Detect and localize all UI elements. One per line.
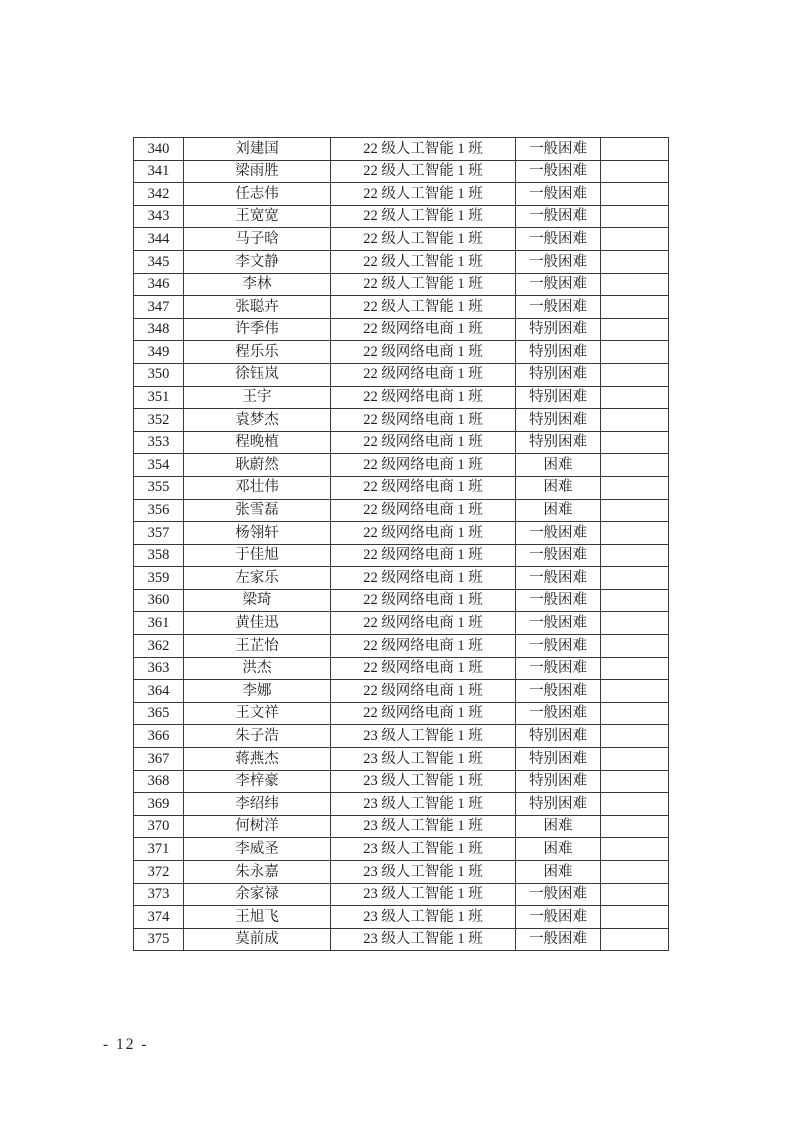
cell-student-name: 王文祥 [184, 702, 331, 725]
cell-row-number: 349 [134, 341, 184, 364]
cell-class-name: 23 级人工智能 1 班 [331, 748, 516, 771]
table-row [134, 431, 669, 454]
cell-difficulty-level: 特别困难 [516, 431, 601, 454]
table-row [134, 160, 669, 183]
cell-difficulty-level: 一般困难 [516, 567, 601, 590]
table-row [134, 341, 669, 364]
cell-difficulty-level: 一般困难 [516, 273, 601, 296]
cell-note-empty [601, 273, 669, 296]
cell-class-name: 22 级网络电商 1 班 [331, 612, 516, 635]
table-row [134, 296, 669, 319]
cell-row-number: 357 [134, 522, 184, 545]
cell-difficulty-level: 困难 [516, 838, 601, 861]
table-row [134, 815, 669, 838]
cell-class-name: 22 级人工智能 1 班 [331, 138, 516, 161]
cell-class-name: 22 级网络电商 1 班 [331, 431, 516, 454]
cell-row-number: 371 [134, 838, 184, 861]
cell-class-name: 22 级网络电商 1 班 [331, 680, 516, 703]
table-row [134, 363, 669, 386]
cell-difficulty-level: 一般困难 [516, 544, 601, 567]
cell-row-number: 362 [134, 635, 184, 658]
cell-class-name: 23 级人工智能 1 班 [331, 770, 516, 793]
cell-student-name: 马子晗 [184, 228, 331, 251]
cell-class-name: 23 级人工智能 1 班 [331, 883, 516, 906]
cell-student-name: 李梓豪 [184, 770, 331, 793]
cell-student-name: 梁琦 [184, 589, 331, 612]
cell-student-name: 朱子浩 [184, 725, 331, 748]
cell-class-name: 22 级网络电商 1 班 [331, 409, 516, 432]
cell-note-empty [601, 341, 669, 364]
cell-note-empty [601, 228, 669, 251]
cell-row-number: 346 [134, 273, 184, 296]
cell-row-number: 345 [134, 250, 184, 273]
table-row [134, 409, 669, 432]
cell-row-number: 372 [134, 861, 184, 884]
cell-student-name: 李林 [184, 273, 331, 296]
cell-class-name: 22 级网络电商 1 班 [331, 589, 516, 612]
table-row [134, 273, 669, 296]
cell-class-name: 23 级人工智能 1 班 [331, 861, 516, 884]
cell-note-empty [601, 205, 669, 228]
cell-student-name: 李绍纬 [184, 793, 331, 816]
cell-student-name: 袁梦杰 [184, 409, 331, 432]
cell-note-empty [601, 296, 669, 319]
cell-student-name: 程乐乐 [184, 341, 331, 364]
cell-row-number: 373 [134, 883, 184, 906]
cell-note-empty [601, 138, 669, 161]
cell-note-empty [601, 815, 669, 838]
cell-class-name: 22 级人工智能 1 班 [331, 183, 516, 206]
table-row [134, 612, 669, 635]
cell-row-number: 363 [134, 657, 184, 680]
cell-difficulty-level: 一般困难 [516, 228, 601, 251]
cell-difficulty-level: 一般困难 [516, 657, 601, 680]
cell-note-empty [601, 680, 669, 703]
cell-row-number: 375 [134, 928, 184, 951]
table-row [134, 183, 669, 206]
table-row [134, 702, 669, 725]
cell-row-number: 341 [134, 160, 184, 183]
cell-difficulty-level: 特别困难 [516, 409, 601, 432]
table-row [134, 250, 669, 273]
cell-row-number: 340 [134, 138, 184, 161]
cell-row-number: 350 [134, 363, 184, 386]
cell-class-name: 22 级人工智能 1 班 [331, 296, 516, 319]
table-row [134, 476, 669, 499]
table-row [134, 228, 669, 251]
cell-difficulty-level: 特别困难 [516, 770, 601, 793]
cell-student-name: 何树洋 [184, 815, 331, 838]
cell-student-name: 李文静 [184, 250, 331, 273]
table-row [134, 544, 669, 567]
cell-row-number: 353 [134, 431, 184, 454]
cell-row-number: 356 [134, 499, 184, 522]
cell-note-empty [601, 318, 669, 341]
table-row [134, 928, 669, 951]
table-row [134, 861, 669, 884]
table-row [134, 318, 669, 341]
cell-difficulty-level: 一般困难 [516, 702, 601, 725]
table-row [134, 138, 669, 161]
cell-note-empty [601, 567, 669, 590]
cell-row-number: 364 [134, 680, 184, 703]
cell-difficulty-level: 一般困难 [516, 928, 601, 951]
cell-row-number: 351 [134, 386, 184, 409]
cell-class-name: 22 级网络电商 1 班 [331, 499, 516, 522]
cell-difficulty-level: 困难 [516, 499, 601, 522]
cell-class-name: 22 级人工智能 1 班 [331, 228, 516, 251]
table-row [134, 657, 669, 680]
cell-student-name: 于佳旭 [184, 544, 331, 567]
cell-difficulty-level: 一般困难 [516, 589, 601, 612]
cell-class-name: 23 级人工智能 1 班 [331, 838, 516, 861]
cell-row-number: 347 [134, 296, 184, 319]
cell-note-empty [601, 476, 669, 499]
cell-student-name: 徐钰岚 [184, 363, 331, 386]
cell-difficulty-level: 一般困难 [516, 183, 601, 206]
cell-difficulty-level: 一般困难 [516, 635, 601, 658]
cell-note-empty [601, 612, 669, 635]
cell-student-name: 王宽宽 [184, 205, 331, 228]
cell-student-name: 余家禄 [184, 883, 331, 906]
cell-class-name: 23 级人工智能 1 班 [331, 793, 516, 816]
table-row [134, 725, 669, 748]
cell-difficulty-level: 一般困难 [516, 205, 601, 228]
cell-difficulty-level: 困难 [516, 861, 601, 884]
cell-class-name: 23 级人工智能 1 班 [331, 928, 516, 951]
table-row [134, 906, 669, 929]
cell-class-name: 22 级网络电商 1 班 [331, 318, 516, 341]
cell-row-number: 359 [134, 567, 184, 590]
table-row [134, 838, 669, 861]
student-roster-table [133, 137, 669, 951]
table-row [134, 205, 669, 228]
cell-class-name: 22 级网络电商 1 班 [331, 522, 516, 545]
cell-difficulty-level: 一般困难 [516, 906, 601, 929]
cell-row-number: 355 [134, 476, 184, 499]
cell-row-number: 358 [134, 544, 184, 567]
cell-class-name: 22 级网络电商 1 班 [331, 454, 516, 477]
cell-note-empty [601, 250, 669, 273]
cell-row-number: 365 [134, 702, 184, 725]
cell-student-name: 梁雨胜 [184, 160, 331, 183]
cell-student-name: 杨翎轩 [184, 522, 331, 545]
cell-class-name: 22 级网络电商 1 班 [331, 702, 516, 725]
cell-row-number: 369 [134, 793, 184, 816]
cell-note-empty [601, 544, 669, 567]
cell-student-name: 程晚植 [184, 431, 331, 454]
cell-difficulty-level: 一般困难 [516, 883, 601, 906]
cell-student-name: 李娜 [184, 680, 331, 703]
cell-row-number: 354 [134, 454, 184, 477]
cell-student-name: 朱永嘉 [184, 861, 331, 884]
cell-class-name: 22 级网络电商 1 班 [331, 386, 516, 409]
page-number: - 12 - [103, 1036, 149, 1053]
cell-student-name: 刘建国 [184, 138, 331, 161]
cell-row-number: 368 [134, 770, 184, 793]
cell-difficulty-level: 困难 [516, 476, 601, 499]
cell-note-empty [601, 748, 669, 771]
cell-row-number: 343 [134, 205, 184, 228]
cell-row-number: 366 [134, 725, 184, 748]
cell-difficulty-level: 特别困难 [516, 318, 601, 341]
cell-row-number: 374 [134, 906, 184, 929]
cell-note-empty [601, 793, 669, 816]
table-row [134, 454, 669, 477]
cell-note-empty [601, 838, 669, 861]
cell-class-name: 23 级人工智能 1 班 [331, 725, 516, 748]
cell-note-empty [601, 499, 669, 522]
cell-difficulty-level: 一般困难 [516, 522, 601, 545]
cell-student-name: 洪杰 [184, 657, 331, 680]
table-row [134, 793, 669, 816]
cell-difficulty-level: 特别困难 [516, 341, 601, 364]
cell-difficulty-level: 特别困难 [516, 793, 601, 816]
cell-difficulty-level: 特别困难 [516, 386, 601, 409]
cell-class-name: 22 级网络电商 1 班 [331, 635, 516, 658]
cell-note-empty [601, 386, 669, 409]
cell-note-empty [601, 160, 669, 183]
cell-class-name: 22 级网络电商 1 班 [331, 341, 516, 364]
cell-difficulty-level: 特别困难 [516, 748, 601, 771]
table-row [134, 522, 669, 545]
cell-class-name: 22 级人工智能 1 班 [331, 273, 516, 296]
cell-row-number: 367 [134, 748, 184, 771]
cell-class-name: 22 级人工智能 1 班 [331, 160, 516, 183]
table-row [134, 635, 669, 658]
table-row [134, 680, 669, 703]
cell-row-number: 348 [134, 318, 184, 341]
cell-class-name: 22 级网络电商 1 班 [331, 476, 516, 499]
cell-difficulty-level: 特别困难 [516, 363, 601, 386]
table-row [134, 386, 669, 409]
cell-difficulty-level: 困难 [516, 815, 601, 838]
cell-note-empty [601, 589, 669, 612]
cell-note-empty [601, 770, 669, 793]
cell-difficulty-level: 一般困难 [516, 160, 601, 183]
table-row [134, 883, 669, 906]
cell-note-empty [601, 454, 669, 477]
cell-difficulty-level: 一般困难 [516, 250, 601, 273]
cell-student-name: 左家乐 [184, 567, 331, 590]
cell-note-empty [601, 183, 669, 206]
cell-student-name: 莫前成 [184, 928, 331, 951]
cell-class-name: 23 级人工智能 1 班 [331, 906, 516, 929]
cell-note-empty [601, 928, 669, 951]
cell-class-name: 23 级人工智能 1 班 [331, 815, 516, 838]
cell-student-name: 李威圣 [184, 838, 331, 861]
cell-student-name: 任志伟 [184, 183, 331, 206]
cell-note-empty [601, 522, 669, 545]
table-row [134, 589, 669, 612]
cell-class-name: 22 级人工智能 1 班 [331, 250, 516, 273]
table-row [134, 567, 669, 590]
cell-row-number: 342 [134, 183, 184, 206]
cell-student-name: 蒋燕杰 [184, 748, 331, 771]
cell-class-name: 22 级网络电商 1 班 [331, 544, 516, 567]
cell-note-empty [601, 431, 669, 454]
cell-difficulty-level: 一般困难 [516, 612, 601, 635]
cell-note-empty [601, 657, 669, 680]
cell-row-number: 370 [134, 815, 184, 838]
cell-difficulty-level: 特别困难 [516, 725, 601, 748]
cell-row-number: 352 [134, 409, 184, 432]
table-row [134, 770, 669, 793]
cell-class-name: 22 级网络电商 1 班 [331, 363, 516, 386]
cell-class-name: 22 级人工智能 1 班 [331, 205, 516, 228]
cell-student-name: 张聪卉 [184, 296, 331, 319]
cell-difficulty-level: 困难 [516, 454, 601, 477]
cell-class-name: 22 级网络电商 1 班 [331, 657, 516, 680]
student-table-body [134, 138, 669, 951]
table-row [134, 748, 669, 771]
cell-difficulty-level: 一般困难 [516, 138, 601, 161]
cell-note-empty [601, 363, 669, 386]
cell-student-name: 王旭飞 [184, 906, 331, 929]
cell-class-name: 22 级网络电商 1 班 [331, 567, 516, 590]
table-row [134, 499, 669, 522]
cell-note-empty [601, 906, 669, 929]
cell-student-name: 王宇 [184, 386, 331, 409]
cell-note-empty [601, 883, 669, 906]
cell-student-name: 王芷怡 [184, 635, 331, 658]
cell-row-number: 344 [134, 228, 184, 251]
cell-note-empty [601, 409, 669, 432]
cell-student-name: 耿蔚然 [184, 454, 331, 477]
cell-student-name: 黄佳迅 [184, 612, 331, 635]
cell-student-name: 许季伟 [184, 318, 331, 341]
cell-student-name: 邓壮伟 [184, 476, 331, 499]
cell-note-empty [601, 861, 669, 884]
cell-row-number: 360 [134, 589, 184, 612]
cell-note-empty [601, 702, 669, 725]
cell-note-empty [601, 725, 669, 748]
cell-difficulty-level: 一般困难 [516, 296, 601, 319]
cell-row-number: 361 [134, 612, 184, 635]
cell-note-empty [601, 635, 669, 658]
cell-student-name: 张雪磊 [184, 499, 331, 522]
cell-difficulty-level: 一般困难 [516, 680, 601, 703]
